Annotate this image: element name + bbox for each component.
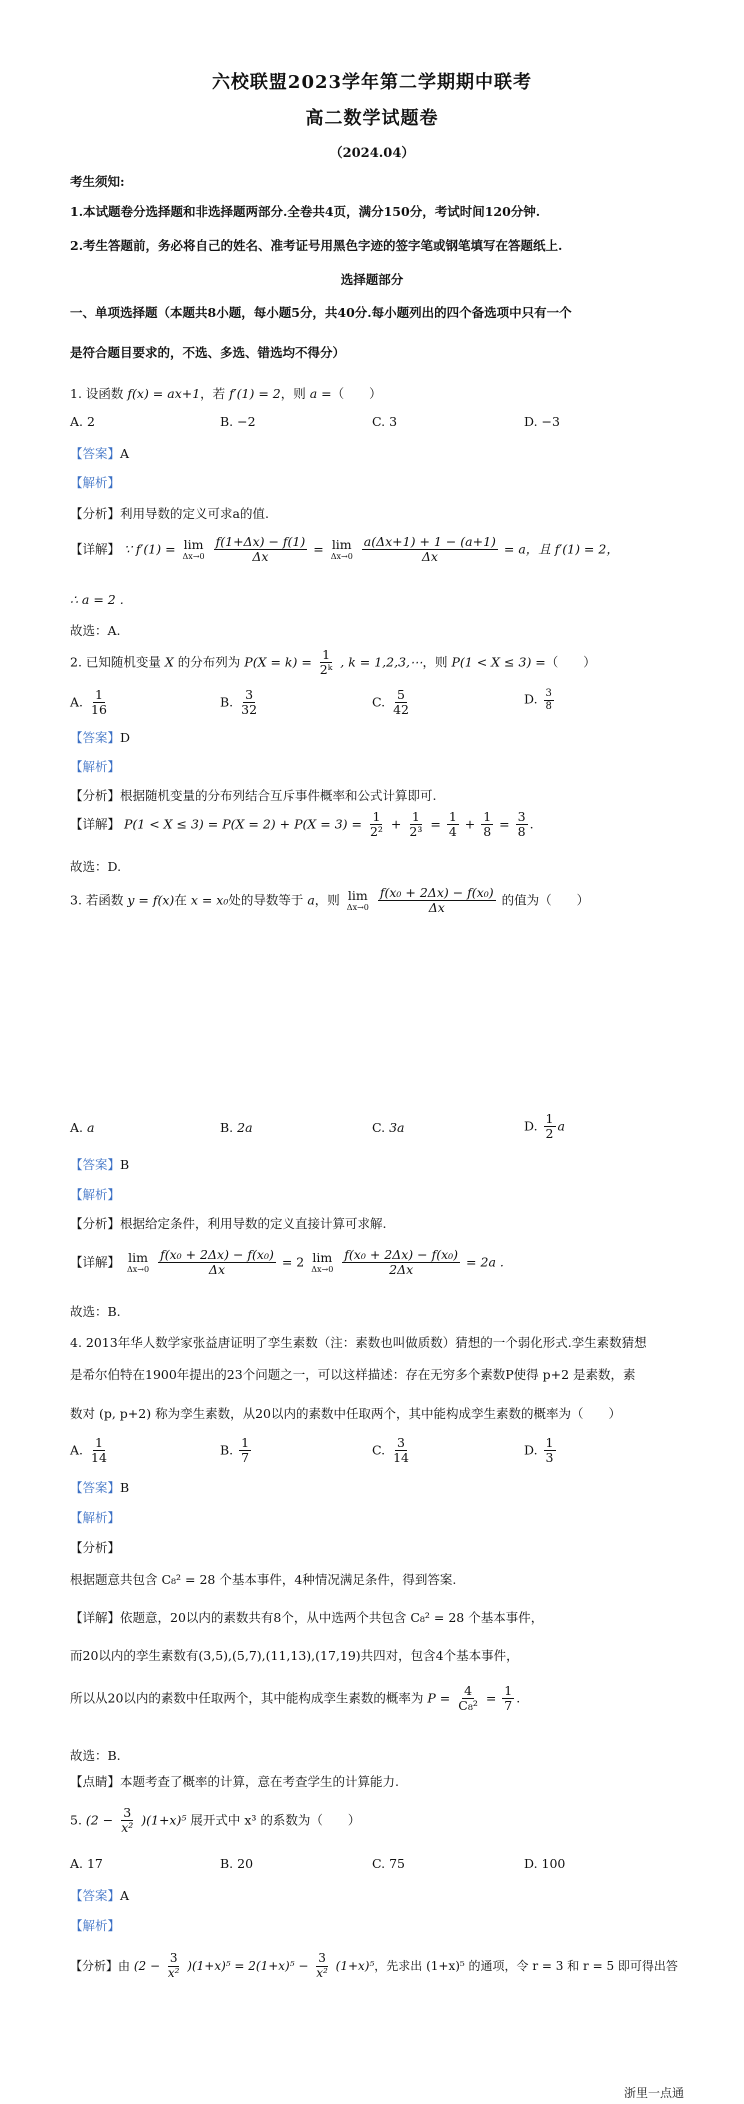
q4-fenxi: 根据题意共包含 C₈² = 28 个基本事件，4种情况满足条件，得到答案. [70, 1572, 457, 1587]
q2-option-b: B. $\frac{3}{32}$ [220, 687, 258, 718]
q4-option-d: D. $\frac{1}{3}$ [524, 1435, 554, 1466]
q5-analysis-label: 【解析】 [70, 1918, 121, 1933]
q4-stem-line-2: 是希尔伯特在1900年提出的23个问题之一，可以这样描述：存在无穷多个素数P使得 p+2 是素数，素 [70, 1367, 636, 1382]
q1-option-b: B. −2 [220, 414, 256, 429]
q3-answer: 【答案】B [70, 1157, 130, 1172]
q4-comment: 【点睛】本题考查了概率的计算，意在考查学生的计算能力. [70, 1774, 399, 1789]
q1-answer: 【答案】A [70, 446, 130, 461]
q4-option-c: C. $\frac{3}{14}$ [372, 1435, 409, 1466]
section-intro-line-1: 一、单项选择题（本题共8小题，每小题5分，共40分.每小题列出的四个备选项中只有一个 [70, 305, 572, 320]
q3-option-c: C. 3a [372, 1120, 405, 1135]
exam-subtitle: 高二数学试题卷 [305, 108, 439, 129]
q4-detail-1: 【详解】依题意，20以内的素数共有8个，从中选两个共包含 C₈² = 28 个基本事件， [70, 1610, 544, 1625]
q5-answer: 【答案】A [70, 1888, 130, 1903]
q2-conclusion: 故选：D. [70, 859, 122, 874]
q5-option-a: A. 17 [70, 1856, 103, 1871]
footer-brand: 浙里一点通 [623, 2086, 684, 2100]
q3-analysis-label: 【解析】 [70, 1187, 121, 1202]
q4-answer: 【答案】B [70, 1480, 130, 1495]
q2-fenxi: 【分析】根据随机变量的分布列结合互斥事件概率和公式计算即可. [70, 788, 437, 803]
notice-item-2: 2.考生答题前，务必将自己的姓名、准考证号用黑色字迹的签字笔或钢笔填写在答题纸上. [70, 238, 563, 253]
q1-therefore: ∴ a = 2 . [70, 592, 124, 607]
exam-title: 六校联盟2023学年第二学期期中联考 [211, 72, 533, 93]
q1-option-a: A. 2 [70, 414, 95, 429]
q2-option-a: A. $\frac{1}{16}$ [70, 687, 107, 718]
q2-analysis-label: 【解析】 [70, 759, 121, 774]
section-title: 选择题部分 [340, 272, 404, 287]
q1-fenxi: 【分析】利用导数的定义可求a的值. [70, 506, 269, 521]
q1-detail: 【详解】 ∵ f′(1) = lim Δx→0 $\frac{f(1+\Delta x) - f(1)}{\Delta x}$ = lim Δx→0 $\frac{a(\Delta x+1) + 1 - (a+1)}{\Delta x}$ = a，且 f′(1) = 2， [70, 534, 619, 565]
q5-option-b: B. 20 [220, 1856, 254, 1871]
q4-stem-line-1: 4. 2013年华人数学家张益唐证明了孪生素数（注：素数也叫做质数）猜想的一个弱化形式.孪生素数猜想 [70, 1335, 647, 1350]
q5-option-c: C. 75 [372, 1856, 405, 1871]
q4-option-a: A. $\frac{1}{14}$ [70, 1435, 107, 1466]
exam-date: （2024.04） [329, 146, 415, 161]
q5-fenxi: 【分析】由 (2 − $\frac{3}{\text{x²}}$ )(1+x)⁵ = 2(1+x)⁵ − $\frac{3}{\text{x²}}$ (1+x)⁵，先求出 (1+x)⁵ 的通项，令 r = 3 和 r = 5 即可得出答 [70, 1951, 678, 1980]
q4-detail-3: 所以从20以内的素数中任取两个，其中能构成孪生素数的概率为 P = $\frac{4}{\text{C₈²}}$ = $\frac{1}{7}$ . [70, 1683, 521, 1714]
q4-conclusion: 故选：B. [70, 1748, 121, 1763]
q4-analysis-label: 【解析】 [70, 1510, 121, 1525]
q4-option-b: B. $\frac{1}{7}$ [220, 1435, 250, 1466]
q1-stem: 1. 设函数 f(x) = ax+1，若 f′(1) = 2，则 a =（ ） [70, 386, 382, 401]
q1-analysis-label: 【解析】 [70, 475, 121, 490]
q2-option-c: C. $\frac{5}{42}$ [372, 687, 409, 718]
q3-detail: 【详解】 lim Δx→0 $\frac{\text{f(x₀ + 2Δx) − f(x₀)}}{\Delta x}$ = 2 lim Δx→0 $\frac{\text{f(x₀ + 2Δx) − f(x₀)}}{2\Delta x}$ = 2a . [70, 1247, 504, 1278]
q2-answer: 【答案】D [70, 730, 131, 745]
q3-option-b: B. 2a [220, 1120, 253, 1135]
notice-item-1: 1.本试题卷分选择题和非选择题两部分.全卷共4页，满分150分，考试时间120分钟. [70, 204, 541, 219]
q2-option-d: D. $\frac{3}{8}$ [524, 688, 552, 712]
q3-fenxi: 【分析】根据给定条件，利用导数的定义直接计算可求解. [70, 1216, 387, 1231]
q5-option-d: D. 100 [524, 1856, 566, 1871]
q3-stem: 3. 若函数 y = f(x)在 x = x₀处的导数等于 a，则 lim Δx→0 $\frac{\text{f(x₀ + 2Δx) − f(x₀)}}{\Delta x}$ 的值为（ ） [70, 885, 590, 916]
notice-heading: 考生须知: [70, 174, 125, 189]
q1-option-c: C. 3 [372, 414, 398, 429]
q1-option-d: D. −3 [524, 414, 560, 429]
q4-detail-2: 而20以内的孪生素数有(3,5),(5,7),(11,13),(17,19)共四对，包含4个基本事件， [70, 1648, 519, 1663]
q3-option-d: D. $\frac{1}{2}$ a [524, 1111, 565, 1142]
q3-option-a: A. a [70, 1120, 95, 1135]
q2-detail: 【详解】 P(1 < X ≤ 3) = P(X = 2) + P(X = 3) = $\frac{1}{\text{2²}}$ + $\frac{1}{\text{2³}}$ = $\frac{1}{4}$ + $\frac{1}{8}$ = $\frac{3}{8}$ . [70, 809, 534, 840]
section-intro-line-2: 是符合题目要求的，不选、多选、错选均不得分） [70, 345, 346, 360]
q2-stem: 2. 已知随机变量 X 的分布列为 P(X = k) = $\frac{1}{\text{2ᵏ}}$ , k = 1,2,3,⋯，则 P(1 < X ≤ 3) =（ ） [70, 647, 596, 678]
q4-fenxi-label: 【分析】 [70, 1540, 121, 1555]
q4-stem-line-3: 数对 (p, p+2) 称为孪生素数，从20以内的素数中任取两个，其中能构成孪生素数的概率为（ ） [70, 1406, 621, 1421]
q3-conclusion: 故选：B. [70, 1304, 121, 1319]
q1-conclusion: 故选：A. [70, 623, 121, 638]
q5-stem: 5. (2 − $\frac{3}{\text{x²}}$ )(1+x)⁵ 展开式中 x³ 的系数为（ ） [70, 1805, 361, 1836]
